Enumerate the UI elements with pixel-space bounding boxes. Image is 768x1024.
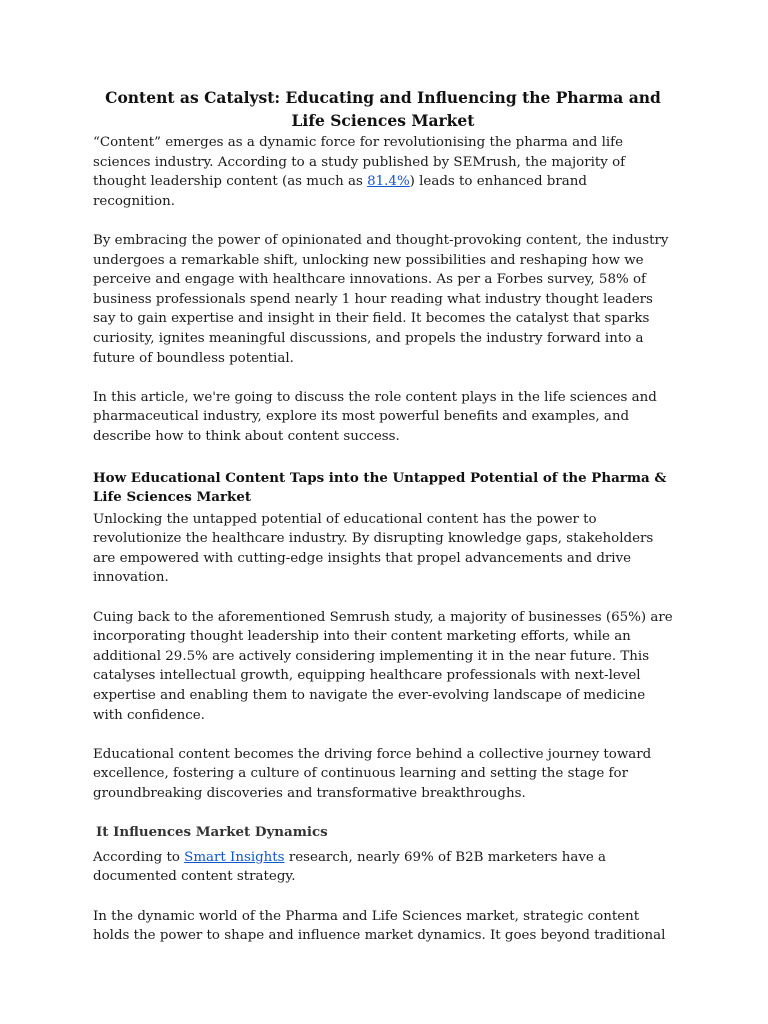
section1-paragraph-1: Unlocking the untapped potential of educational content has the power to revolutionize the healthcare industry. By disrupting knowledge gaps, stakeholders are empowered with cutting-edge insights that propel advancements and drive innovation. bbox=[93, 511, 654, 586]
smart-insights-link[interactable]: Smart Insights bbox=[184, 849, 285, 865]
intro-paragraph-2: By embracing the power of opinionated and thought-provoking content, the industry undergoes a remarkable shift, unlocking new possibilities and reshaping how we perceive and engage with healthcare innovations. As per a Forbes survey, 58% of business professionals spend nearly 1 hour reading what industry thought leaders say to gain expertise and insight in their field. It becomes the catalyst that sparks curiosity, ignites meaningful discussions, and propels the industry forward into a future of boundless potential. bbox=[93, 232, 669, 366]
section-heading-educational-content: How Educational Content Taps into the Untapped Potential of the Pharma & Life Sciences Market bbox=[93, 469, 667, 506]
intro-paragraph-1-text-end: ) leads to enhanced brand recognition. bbox=[93, 174, 587, 209]
section2-paragraph-2: In the dynamic world of the Pharma and Life Sciences market, strategic content holds the power to shape and influence market dynamics. It goes beyond traditional bbox=[93, 908, 666, 944]
section2-paragraph-1 bbox=[93, 848, 673, 887]
section1-paragraph-3: Educational content becomes the driving force behind a collective journey toward excellence, fostering a culture of continuous learning and setting the stage for groundbreaking discoveries and transformative breakthroughs. bbox=[93, 746, 652, 801]
intro-paragraph-1 bbox=[93, 133, 673, 211]
section2-paragraph-1-text-start: According to bbox=[93, 849, 185, 865]
semrush-stat-link[interactable]: 81.4% bbox=[367, 174, 410, 190]
document-page bbox=[93, 86, 673, 965]
intro-paragraph-3: In this article, we're going to discuss the role content plays in the life sciences and pharmaceutical industry, explore its most powerful benefits and examples, and describe how to think about content success. bbox=[93, 389, 657, 444]
section-heading-market-dynamics: It Influences Market Dynamics bbox=[96, 824, 328, 841]
section2-paragraph-1-text-end: research, nearly 69% of B2B marketers have a documented content strategy. bbox=[93, 849, 607, 885]
document-title: Content as Catalyst: Educating and Influencing the Pharma and Life Sciences Market bbox=[105, 88, 661, 130]
section1-paragraph-2: Cuing back to the aforementioned Semrush study, a majority of businesses (65%) are incorporating thought leadership into their content marketing efforts, while an additional 29.5% are actively considering implementing it in the near future. This catalyses intellectual growth, equipping healthcare professionals with next-level expertise and enabling them to navigate the ever-evolving landscape of medicine with confidence. bbox=[93, 609, 673, 723]
intro-paragraph-1-text-start: “Content” emerges as a dynamic force for revolutionising the pharma and life sciences industry. According to a study published by SEMrush, the majority of thought leadership content (as much as bbox=[93, 135, 626, 190]
